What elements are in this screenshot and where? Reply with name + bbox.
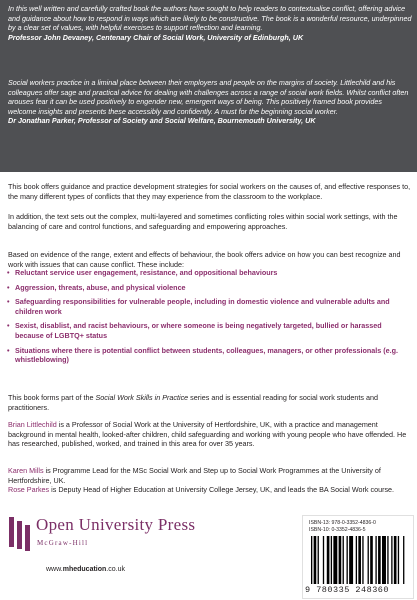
description-paragraph: This book offers guidance and practice development strategies for social workers on the causes of, and effective responses to, the many different types of conflicts that they may experience from the classroom to the workplace. — [8, 182, 411, 201]
publisher-website[interactable]: www.mheducation.co.uk — [46, 566, 125, 573]
publisher-subtitle: McGraw-Hill — [37, 539, 89, 547]
quote-attribution: Dr Jonathan Parker, Professor of Society and Social Welfare, Bournemouth University, UK — [8, 116, 316, 125]
author-bio: Karen Mills is Programme Lead for the MSc Social Work and Step up to Social Work Programmes at the University of Hertfordshire, UK. — [8, 466, 381, 485]
publisher-logo — [8, 515, 258, 559]
author-name: Karen Mills — [8, 466, 44, 475]
endorsement-quote — [8, 4, 412, 42]
bullet-icon: • — [7, 268, 10, 277]
list-item: • Sexist, disablist, and racist behaviours, or where someone is being negatively targeted, bullied or harassed because of LGBTQ+ status — [7, 321, 382, 340]
isbn-barcode-box — [302, 515, 414, 599]
bullet-icon: • — [7, 321, 10, 331]
description-paragraph: Based on evidence of the range, extent and effects of behaviour, the book offers advice on how you can best recognize and work with issues that can cause conflict. These include: — [8, 250, 401, 269]
list-item: • Aggression, threats, abuse, and physical violence — [7, 282, 186, 292]
isbn-10: ISBN-10: 0-3352-4836-5 — [309, 527, 366, 533]
quote-attribution: Professor John Devaney, Centenary Chair of Social Work, University of Edinburgh, UK — [8, 32, 304, 42]
list-item: • Situations where there is potential conflict between students, colleagues, managers, or other professionals (e.g. whistleblowing) — [7, 345, 399, 365]
author-name: Rose Parkes — [8, 485, 50, 494]
barcode-digits: 9 780335 248360 — [305, 585, 390, 595]
endorsements-panel — [0, 0, 417, 172]
open-university-press-logo-icon — [8, 515, 32, 553]
endorsement-quote — [8, 78, 412, 126]
list-item: • Safeguarding responsibilities for vulnerable people, including in domestic violence and vulnerable adults and children work — [7, 297, 390, 316]
list-item: • Reluctant service user engagement, resistance, and oppositional behaviours — [7, 268, 278, 277]
bullet-icon: • — [7, 297, 10, 307]
bullet-icon: • — [7, 282, 10, 292]
description-paragraph: In addition, the text sets out the complex, multi-layered and sometimes conflicting roles within social work settings, with the balancing of care and control functions, and safeguarding and empowering approaches. — [8, 212, 398, 231]
quote-text: Social workers practice in a liminal place between their employers and people on the margins of society. Littlechild and his colleagues offer sage and practical advice for dealing with challenges across a range of social work fields. Whilst conflict often arouses fear it can be used positively to engender new, emergent ways of being. This positively framed book provides welcome insights and presents these accessibly and confidently. A must for the beginning social worker. — [8, 78, 409, 116]
author-name: Brian Littlechild — [8, 420, 57, 429]
barcode-icon — [311, 536, 407, 584]
publisher-name: Open University Press — [36, 515, 196, 534]
author-bio: Rose Parkes is Deputy Head of Higher Education at University College Jersey, UK, and leads the BA Social Work course. — [8, 485, 395, 494]
bullet-icon: • — [7, 345, 10, 355]
series-note: This book forms part of the Social Work Skills in Practice series and is essential reading for social work students and practitioners. — [8, 393, 378, 412]
series-name: Social Work Skills in Practice — [95, 393, 189, 402]
author-bio: Brian Littlechild is a Professor of Social Work at the University of Hertfordshire, UK, with a practice and management background in mental health, looked-after children, child safeguarding and working with young people who have offended. He has researched, published, worked, and trained in this area for over 35 years. — [8, 420, 407, 449]
isbn-13: ISBN-13: 978-0-3352-4836-0 — [309, 520, 376, 526]
topic-list — [6, 268, 411, 370]
quote-text: In this well written and carefully crafted book the authors have sought to help readers to contextualise conflict, offering advice and guidance about how to respond in ways which are likely to be constructive. The book is a wonderful resource, underpinned by a clear set of values, with helpful exercises to support reflection and learning. — [8, 4, 412, 32]
